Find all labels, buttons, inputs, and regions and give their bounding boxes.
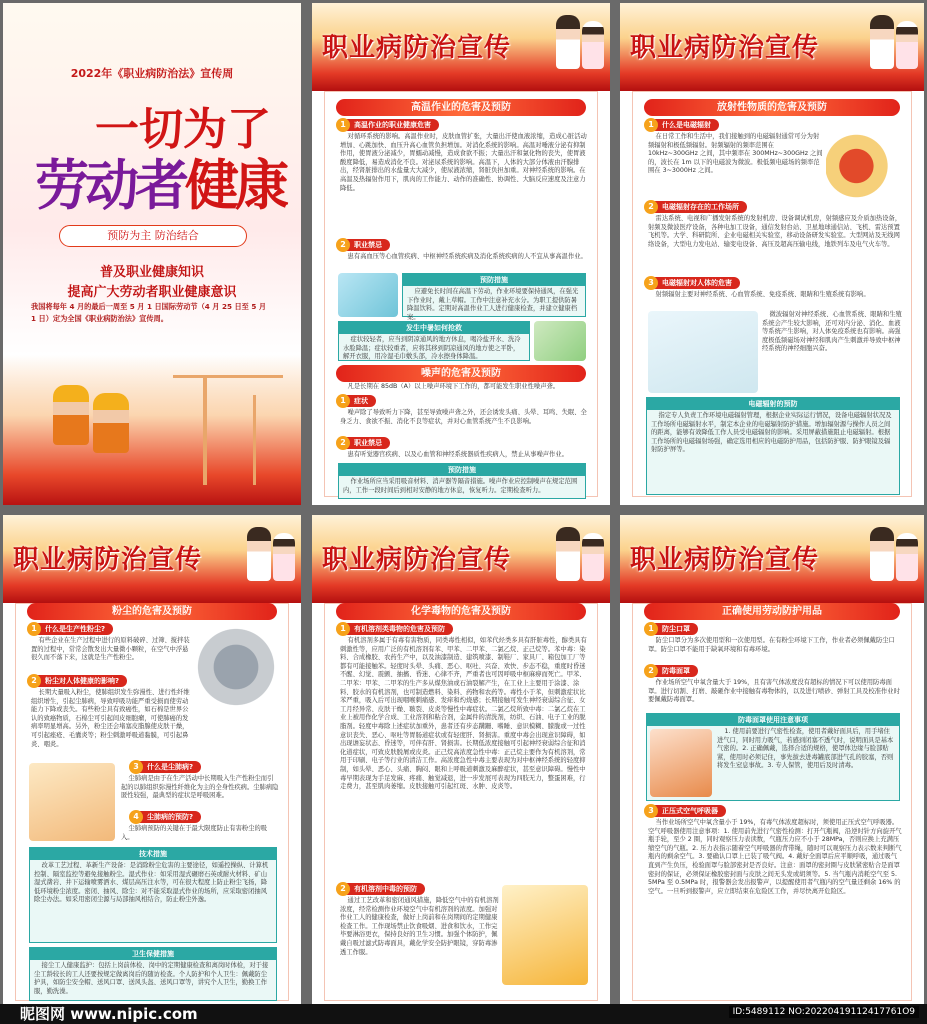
subsection-title: 2 防毒面罩 <box>648 665 698 677</box>
panel-header-title: 职业病防治宣传 <box>630 33 820 63</box>
panel-header <box>620 515 924 603</box>
technical-measures-box <box>29 847 277 943</box>
subsection-title: 1 高温作业的职业健康危害 <box>340 119 439 131</box>
subsection-title: 4 尘肺病的预防? <box>133 811 201 823</box>
dust-worker-illustration <box>29 763 115 841</box>
first-aid-box <box>338 321 530 361</box>
panel-header-title: 职业病防治宣传 <box>630 545 820 575</box>
nurse-figure <box>582 21 604 69</box>
box-title: 卫生保健措施 <box>30 948 276 960</box>
subsection-title: 2 职业禁忌 <box>340 437 390 449</box>
cover-headline-2b: 健康 <box>185 153 285 217</box>
crane-mast-2 <box>253 395 256 485</box>
body-text: 凡是长期在 85dB（A）以上噪声环境下工作的，都可能发生职业性噪声聋。 <box>347 383 560 390</box>
doctor-figure <box>870 527 894 581</box>
body-text: 患有听觉器官疾病、以及心血管和神经系统器质性疾病人，禁止从事噪声作业。 <box>347 451 568 458</box>
chemical-panel <box>312 515 610 1009</box>
box-text: 1. 使用前要进行气密性检查，使用者戴好面具后，用手堵住进气口，同时用力吸气，若感到闭塞不透气时，说明面具是基本气密的。2. 正确佩戴，选择合适的规格，使罩体边缘与脸部贴紧，使用时必须记住，事先拔去进毒罐底部进气孔的胶塞，否则将发生窒息事故。3. 专人保管，使用后及时清毒。 <box>717 728 894 770</box>
body-text: 尘肺病是由于在生产活动中长期吸入生产性粉尘而引起的以肺组织弥漫性纤维化为主的全身性疾病。尘肺病隐匿性较强，最典型的症状是呼吸困难。 <box>121 775 279 800</box>
body-text: 噪声除了导致听力下降，甚至导致噪声聋之外，还会诱发头痛、头晕、耳鸣、失眠、全身乏力、食欲不振、消化不良等症状，并对心血管系统产生不良影响。 <box>340 409 587 425</box>
box-title: 防毒面罩使用注意事项 <box>647 714 899 726</box>
cover-headline-1: 一切为了 <box>95 104 271 155</box>
subsection-title: 3 什么是尘肺病? <box>133 761 201 773</box>
heatstroke-illustration <box>338 273 398 317</box>
nurse-figure <box>896 21 918 69</box>
body-text: 患有高血压等心血管疾病、中枢神经系统疾病及消化系统疾病的人不宜从事高温作业。 <box>347 253 587 260</box>
box-text: 指定专人负责工作环境电磁辐射管理，根据企业实际运行情况，设备电磁辐射状况及工作场所电磁辐射水平，制定本企业的电磁辐射防护措施。增加辐射源与操作人员之间的距离，能够有效降低工作人员受电磁辐射的影响。采用屏蔽措施阻止电磁辐射。根据工作场所的电磁辐射场强，确定选用相应的电磁防护用品，包括防护服、防护眼镜及辐射防护屏等。 <box>651 412 892 454</box>
cover-year-line: 2022年《职业病防治法》宣传周 <box>70 67 234 80</box>
box-text: 接尘工人健康监护：包括上岗前体检、岗中的定期健康检查和离岗时体检，对于接尘工龄较长的工人还要按规定做离岗后的随访检查。个人防护和个人卫生：佩戴防尘护具，如防尘安全帽、送风口罩、送风头盔、送风口罩等，讲究个人卫生，勤换工作服，勤洗澡。 <box>34 962 269 995</box>
panel-header <box>312 3 610 91</box>
body-text: 有些企业在生产过程中进行的原料破碎、过筛、搅拌装置的过程中，常常会散发出大量微小颗粒，在空气中浮悬很久而不落下来，这就是生产性粉尘。 <box>31 637 190 662</box>
body-text: 尘肺病预防的关键在于最大限度防止有害粉尘的吸入。 <box>121 825 268 841</box>
section-title: 放射性物质的危害及预防 <box>644 99 900 116</box>
subsection-title: 2 粉尘对人体健康的影响? <box>31 675 127 687</box>
health-care-box <box>29 947 277 1001</box>
body-text: 作业场所空气中氧含量大于 19%，且有害气体浓度没有超标的情况下可以使用防毒面罩。进行切割、打磨、敲砸作业中接触有毒物体的，以及进行喷砂、弹射工具及校准作业时要佩戴防毒面罩。 <box>648 679 900 704</box>
body-text: 对循环系统的影响。高温作业时，皮肤血管扩张，大量出汗使血液浓缩，造成心脏活动增加、心跳加快、血压升高心血管负担增加。对消化系统的影响。高温对唾液分泌有抑制作用，使胃液分泌减少，胃蠕动减慢，造成食欲不振；大量出汗和氯化物的丧失，使胃液酸度降低，易造成消化不良。对泌尿系统的影响。高温下，人体的大部分体液由汗腺排出，经肾脏排出的水盐量大大减少，使尿液浓缩，肾脏负担加重。对神经系统的影响。在高温及热辐射作用下，肌肉的工作能力、动作的准确性、协调性、大脑反应速度及注意力降低。 <box>340 133 587 192</box>
subsection-title: 1 症状 <box>340 395 376 407</box>
section-title: 高温作业的危害及预防 <box>336 99 586 116</box>
antenna-illustration <box>648 311 758 393</box>
worker-figure <box>93 393 129 453</box>
section-title: 噪声的危害及预防 <box>336 365 586 382</box>
section-title: 正确使用劳动防护用品 <box>644 603 900 620</box>
panel-header <box>620 3 924 91</box>
section-title: 化学毒物的危害及预防 <box>336 603 586 620</box>
dust-panel <box>3 515 301 1009</box>
phone-radiation-illustration <box>826 133 902 199</box>
subsection-title: 1 防尘口罩 <box>648 623 698 635</box>
cover-headline-2 <box>35 143 285 220</box>
heat-noise-panel <box>312 3 610 505</box>
body-text: 微波辐射对神经系统、心血管系统、眼睛和生殖系统会产生较大影响，还可对内分泌、消化、血液等系统产生影响，对人体免疫系统也有影响。高强度极低频磁场对神经和肌肉产生刺激并导致中枢神经系统的神经细胞兴奋。 <box>762 311 902 353</box>
box-text: 改革工艺过程、革新生产设备：是消除粉尘危害的主要途径，如遥控操纵、计算机控制、隔室监控等避免接触粉尘。湿式作业：如采用湿式碾磨石英或耐火材料、矿山湿式凿岩、井下运输喷雾洒水、煤层高压注水等，可在很大程度上防止粉尘飞扬，降低环境粉尘浓度。密闭、抽风、除尘：对不能采取湿式作业的场所，应采取密闭抽风除尘办法。如采用密闭尘源与局部抽风相结合，防止粉尘外逸。 <box>34 862 269 904</box>
ppe-panel <box>620 515 924 1009</box>
panel-header-title: 职业病防治宣传 <box>13 545 203 575</box>
chemical-worker-illustration <box>502 885 588 985</box>
gas-mask-illustration <box>650 729 712 797</box>
noise-prevention-box <box>338 463 586 499</box>
body-text: 射频辐射主要对神经系统、心血管系统、免疫系统、眼睛和生殖系统有影响。 <box>655 291 870 298</box>
body-text: 在日常工作和生活中，我们接触到的电磁辐射通常可分为射频辐射和极低频辐射。射频辐射的频率范围在 10kHz~300GHz 之间，其中频率在 300MHz~300GHz 之间的，波长在 1m 以下的电磁波为微波。极低频电磁场的频率范围在 3~3000Hz 之间。 <box>648 133 823 175</box>
body-text: 通过工艺改革和密闭通风措施，降低空气中的有机溶剂浓度，经常检测作业环境空气中有机溶剂的浓度。加强对作业工人的健康检查，做好上岗前和在岗期间的定期健康检查工作。工作现场禁止饮食吸烟、进食和饮水，工作完毕要淋浴更衣，保持良好的卫生习惯。加强个体防护，佩戴自吸过滤式防毒面具，戴化学安全防护眼镜，穿防毒渗透工作服。 <box>340 897 499 956</box>
doctor-figure <box>556 15 580 69</box>
prevention-box <box>402 273 586 321</box>
radiation-prevention-box <box>646 397 900 495</box>
dust-lung-illustration <box>193 621 279 713</box>
nurse-figure <box>896 533 918 581</box>
panel-header <box>312 515 610 603</box>
subsection-title: 1 什么是电磁辐射 <box>648 119 719 131</box>
box-title: 技术措施 <box>30 848 276 860</box>
cover-line-2: 提高广大劳动者职业健康意识 <box>67 285 237 300</box>
body-text: 长期大量吸入粉尘，使肺组织发生弥漫性、进行性纤维组织增生，引起尘肺病，导致呼吸功能严重受损而使劳动能力下降或丧失。有些粉尘具有致癌性，如石棉是世界公认的致癌物质，石棉尘可引起间皮细胞瘤，可使肺癌的发病率明显增高。另外，粉尘还会堵塞皮脂腺使皮肤干燥，可引起痤疮、毛囊炎等；粉尘刺激呼吸道黏膜，可引起鼻炎、咽炎。 <box>31 689 190 748</box>
cover-panel <box>3 3 301 505</box>
subsection-title: 2 职业禁忌 <box>340 239 390 251</box>
subsection-title: 3 电磁辐射对人体的危害 <box>648 277 740 289</box>
cover-description: 我国将每年 4 月的最后一周至 5 月 1 日国际劳动节（4 月 25 日至 5 月 1 日）定为全国《职业病防治法》宣传周。 <box>31 302 267 323</box>
box-title: 电磁辐射的预防 <box>647 398 899 410</box>
worker-figure <box>53 385 89 445</box>
panel-header-title: 职业病防治宣传 <box>322 33 512 63</box>
box-title: 发生中暑如何抢救 <box>339 322 529 334</box>
box-text: 症状较轻者，应当到阴凉通风的地方休息，喝冷盐开水、洗冷水脸降温；症状较重者，应将其移到阴凉通风的地方使之平卧，解开衣服，用冷湿毛巾敷头部，冷水擦身体降温。 <box>343 336 521 361</box>
box-title: 预防措施 <box>339 464 585 476</box>
doctor-figure <box>870 15 894 69</box>
subsection-title: 1 什么是生产性粉尘? <box>31 623 113 635</box>
crane-mast <box>203 375 207 485</box>
nurse-figure <box>273 533 295 581</box>
box-text: 作业场所应当采用吸音材料、消声器等隔音措施。噪声作业应控制噪声在规定范围内，工作一段时间后到相对安静的地方休息，恢复听力。定期检查听力。 <box>343 478 578 494</box>
nurse-figure <box>582 533 604 581</box>
cover-line-1: 普及职业健康知识 <box>99 265 204 280</box>
body-text: 防尘口罩分为多次使用型和一次使用型。在有粉尘环境下工作，作业者必须佩戴防尘口罩。防尘口罩不能用于缺氧环境和有毒环境。 <box>648 637 895 653</box>
panel-header <box>3 515 301 603</box>
body-text: 有机溶剂多属于有毒有害物质，同类毒性相似，如苯代烃类多具有肝脏毒性，醇类具有刺激性等，应用广泛的有机溶剂有苯、甲苯、二甲苯、二氯乙烷、正己烷等。苯中毒：染料、合成橡胶、农药生产中，以及油漆制造、建筑喷漆、制鞋厂、家具厂、箱包加工厂等都有可能接触苯。轻度时头晕、头痛、恶心、呕吐、兴奋、欢快、步态不稳，重度时昏迷不醒、幻觉、震颤、抽搐、昏迷、心律不齐，严重者也可因呼吸中枢麻痹而死亡。甲苯、二甲苯：甲苯、二甲苯的生产多从煤焦油或石油裂解产生，在工业上主要用于涂漆、涂料、胶水的有机溶剂，也可制造燃料、染料、药物和农药等。毒性小于苯，但刺激症状比苯严重，吸入后可出现咽喉刺痛感、发痒和灼烧感；长期接触可发生神经衰弱综合征、女工月经异常、皮肤干燥、皲裂、皮炎等慢性中毒症状。二氯乙烷所致中毒：二氯乙烷在工业上被用作化学合成、工业溶剂和粘合剂，金属件的清洗剂，纺织、石油、电子工业的脱脂剂。轻度中毒除上述症状加重外，患者还有步态蹒跚、嗜睡、意识模糊、朦胧或一过性意识丧失、恶心、呕吐等胃肠道症状或有轻度肝、肾损害。重度中毒会出现意识障碍，如出现谵妄状态、昏迷等，可伴有肝、肾损害。长期低浓度接触可引起神经衰弱综合征和消化道症状，可致皮肤脱屑或皮炎。正己烷高浓度急性中毒：正己烷主要作为有机溶剂，常用于印刷、电子等行业的清洁工作。高浓度急性中毒主要表现为对中枢神经系统的轻度抑制，如头晕、恶心、头痛、胸闷、眼和上呼吸道刺激及麻醉症状，甚至意识障碍。慢性中毒早期表现为手足发麻、疼痛、触觉减退，进一步发展可表现为四肢无力，整蛋困难，行走费力，甚至肌肉萎缩。皮肤接触可引起红斑、水肿、皮炎等。 <box>340 637 587 791</box>
doctor-figure <box>247 527 271 581</box>
body-text: 当作业场所空气中氧含量小于 19%，有毒气体浓度超标时，须使用正压式空气呼吸器。空气呼吸器使用注意事项：1. 使用前先进行气密性检测：打开气瓶阀，沿逆时针方向旋开气瓶手轮，至少 2 圈，同时观察压力表读数，气瓶压力应不小于 28MPa，否则应换上充满压缩空气的气瓶。2. 压力表指示随着空气呼吸器的背带绳，随时可以观察压力表示数来判断气瓶内的剩余空气。3. 要确认口罩上已装了吸气阀。4. 戴好全面罩后应平顺呼吸，通过吸气直到产生负压，检验面罩与脸部密封是否良好。注意：面罩的密封圈与皮肤紧密贴合是面罩密封的保证，必须保证橡胶密封面与皮肤之间无头发或胡须等。5. 当气瓶内消耗空气至 5. 5MPa 至 0.5MPa 时，报警器会发出报警声，以提醒使用者气瓶内的空气量还剩余 16% 的空气。一旦听到报警声，应立即结束在危险区工作，并尽快离开危险区。 <box>648 819 902 895</box>
first-aid-illustration <box>534 321 586 361</box>
image-id-label: ID:5489112 NO:20220419112417761O9 <box>729 1006 919 1018</box>
section-title: 粉尘的危害及预防 <box>27 603 277 620</box>
doctor-figure <box>556 527 580 581</box>
subsection-title: 1 有机溶剂类毒物的危害及预防 <box>340 623 453 635</box>
subsection-title: 2 有机溶剂中毒的预防 <box>340 883 425 895</box>
watermark-logo: 昵图网 www.nipic.com <box>20 1005 198 1023</box>
crane-jib <box>173 375 283 378</box>
subsection-title: 3 正压式空气呼吸器 <box>648 805 726 817</box>
cover-slogan: 预防为主 防治结合 <box>59 225 247 247</box>
cover-headline-2a: 劳动者 <box>35 153 185 217</box>
box-title: 预防措施 <box>403 274 585 286</box>
cover-construction-scene <box>3 355 301 505</box>
panel-header-title: 职业病防治宣传 <box>322 545 512 575</box>
body-text: 雷达系统、电视和广播发射系统的发射机房、设备调试机房，射频感应及介质加热设备，射频及微波医疗设备，各种电加工设备，通信发射台站、卫星地球通信站、飞机、雷达预置飞机等。大学、科研院所、企业电磁相关实验室，移动设备研发实验室。大型网站及无线网络设备，大型电力发电站、输变电设备、高压及超高压输电线，地铁列车及电气火车等。 <box>648 215 902 248</box>
radiation-panel <box>620 3 924 505</box>
subsection-title: 2 电磁辐射存在的工作场所 <box>648 201 747 213</box>
box-text: 应避免长时间在高温下劳动，作业环境要保持通风，在强光下作业时，戴上草帽。工作中注意补充水分。为职工提供防暑降温饮料。定期对高温作业工人进行健康检查，并建立健康档案。 <box>407 288 579 321</box>
